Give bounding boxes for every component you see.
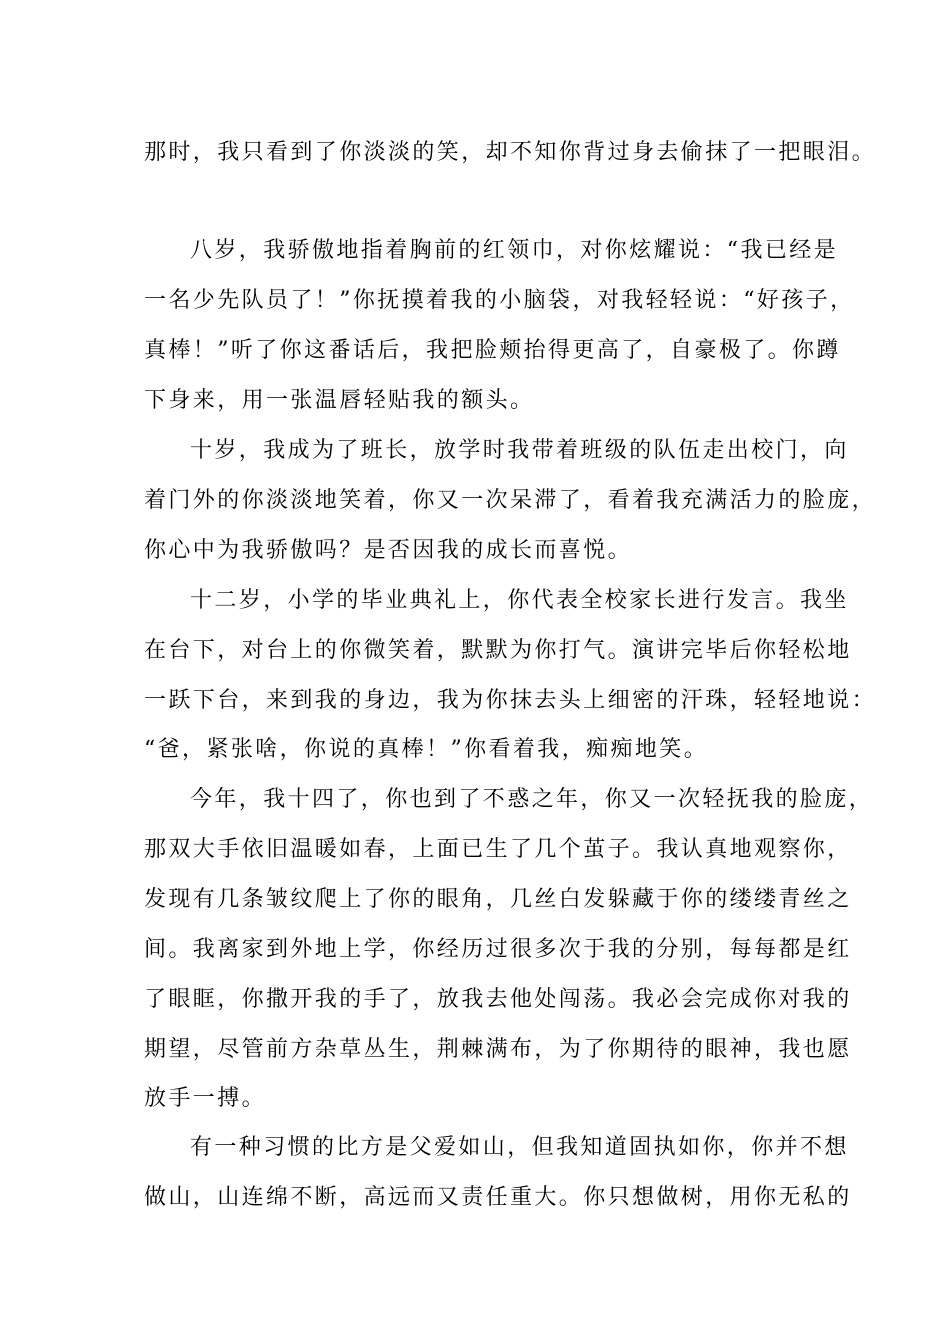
paragraph-line: 了眼眶，你撒开我的手了，放我去他处闯荡。我必会完成你对我的 (144, 987, 852, 1012)
paragraph-line: 有一种习惯的比方是父爱如山，但我知道固执如你，你并不想 (190, 1135, 849, 1160)
paragraph-line: 你心中为我骄傲吗？是否因我的成长而喜悦。 (144, 538, 633, 563)
paragraph-line: 发现有几条皱纹爬上了你的眼角，几丝白发躲藏于你的缕缕青丝之 (144, 887, 852, 912)
paragraph-line: 放手一搏。 (144, 1086, 267, 1111)
paragraph-line: 间。我离家到外地上学，你经历过很多次于我的分别，每每都是红 (144, 937, 852, 962)
paragraph-line: 真棒！”听了你这番话后，我把脸颊抬得更高了，自豪极了。你蹲 (144, 338, 841, 363)
paragraph-line: 十二岁，小学的毕业典礼上，你代表全校家长进行发言。我坐 (190, 588, 849, 613)
paragraph-line: 那时，我只看到了你淡淡的笑，却不知你背过身去偷抹了一把眼泪。 (144, 140, 877, 165)
paragraph-line: 八岁，我骄傲地指着胸前的红领巾，对你炫耀说：“我已经是 (190, 238, 839, 263)
paragraph-line: “爸，紧张啥，你说的真棒！”你看着我，痴痴地笑。 (144, 737, 709, 762)
paragraph-line: 期望，尽管前方杂草丛生，荆棘满布，为了你期待的眼神，我也愿 (144, 1037, 852, 1062)
paragraph-line: 着门外的你淡淡地笑着，你又一次呆滞了，看着我充满活力的脸庞， (144, 488, 877, 513)
paragraph-line: 一名少先队员了！”你抚摸着我的小脑袋，对我轻轻说：“好孩子， (144, 288, 855, 313)
paragraph-line: 下身来，用一张温唇轻贴我的额头。 (144, 388, 535, 413)
paragraph-line: 做山，山连绵不断，高远而又责任重大。你只想做树，用你无私的 (144, 1185, 852, 1210)
paragraph-line: 在台下，对台上的你微笑着，默默为你打气。演讲完毕后你轻松地 (144, 638, 852, 663)
paragraph-line: 今年，我十四了，你也到了不惑之年，你又一次轻抚我的脸庞， (190, 787, 874, 812)
paragraph-line: 一跃下台，来到我的身边，我为你抹去头上细密的汗珠，轻轻地说： (144, 688, 877, 713)
paragraph-line: 十岁，我成为了班长，放学时我带着班级的队伍走出校门，向 (190, 438, 849, 463)
paragraph-line: 那双大手依旧温暖如春，上面已生了几个茧子。我认真地观察你， (144, 837, 852, 862)
